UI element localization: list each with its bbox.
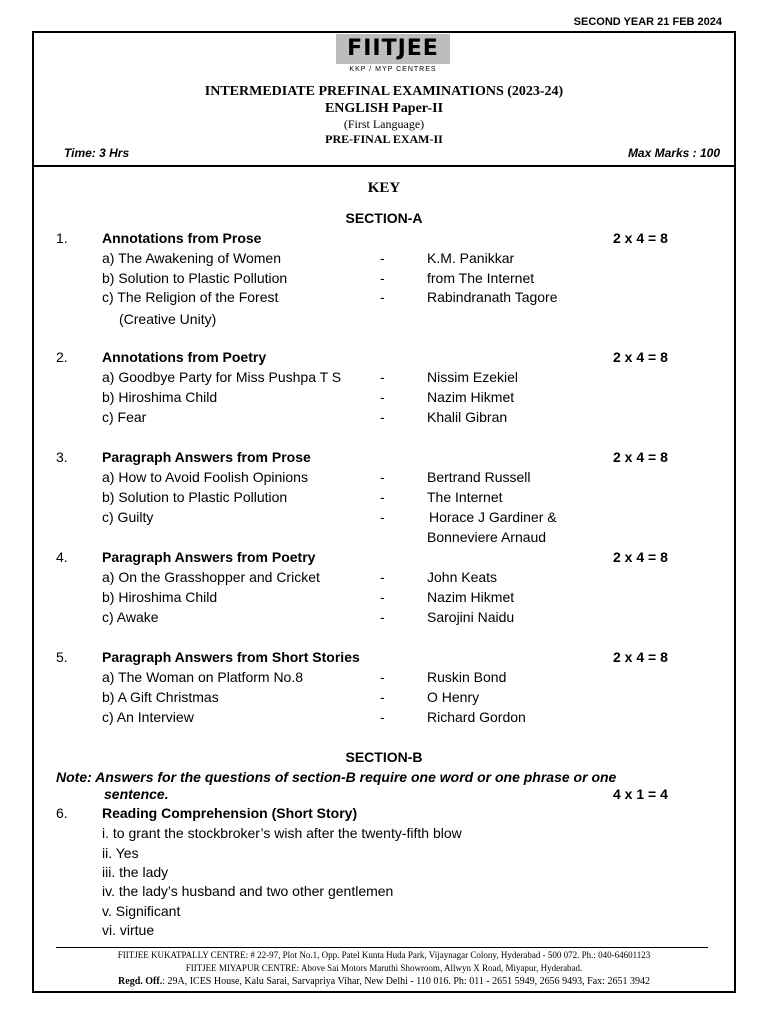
section-a-title: SECTION-A <box>345 210 423 226</box>
question-row <box>0 805 768 825</box>
logo-text: FIITJEE <box>347 36 439 61</box>
item-dash: - <box>380 409 385 425</box>
question-marks: 2 x 4 = 8 <box>613 449 668 465</box>
fiitjee-logo <box>336 34 450 64</box>
item-text: a) On the Grasshopper and Cricket <box>102 569 320 585</box>
question-number: 1. <box>56 230 68 246</box>
item-dash: - <box>380 469 385 485</box>
item-dash: - <box>380 689 385 705</box>
exam-name: PRE-FINAL EXAM-II <box>325 132 443 146</box>
item-text: c) Guilty <box>102 509 154 525</box>
item-author: Ruskin Bond <box>427 669 507 685</box>
question-title: Annotations from Poetry <box>102 349 267 365</box>
item-author: Bertrand Russell <box>427 469 531 485</box>
item-text: a) The Awakening of Women <box>102 250 281 266</box>
question-row <box>0 449 768 469</box>
note-line: sentence. <box>104 786 169 802</box>
answer-line: i. to grant the stockbroker’s wish after the twenty-fifth blow <box>102 825 462 841</box>
question-row <box>0 649 768 669</box>
list-item <box>0 709 768 729</box>
header-divider <box>32 165 736 167</box>
list-item <box>0 250 768 270</box>
time-label: Time: 3 Hrs <box>64 146 130 160</box>
footer-divider <box>56 947 708 948</box>
question-row <box>0 549 768 569</box>
item-author: Richard Gordon <box>427 709 526 725</box>
question-marks: 2 x 4 = 8 <box>613 230 668 246</box>
date-stamp: SECOND YEAR 21 FEB 2024 <box>573 16 722 28</box>
item-dash: - <box>380 589 385 605</box>
item-author: K.M. Panikkar <box>427 250 515 266</box>
question-title: Paragraph Answers from Poetry <box>102 549 316 565</box>
item-text: c) The Religion of the Forest <box>102 289 279 305</box>
question-number: 5. <box>56 649 68 665</box>
item-author: Nissim Ezekiel <box>427 369 519 385</box>
list-item <box>0 369 768 389</box>
list-item <box>0 689 768 709</box>
list-item <box>0 389 768 409</box>
paper-title: ENGLISH Paper-II <box>324 101 444 116</box>
note-marks: 4 x 1 = 4 <box>613 786 668 802</box>
exam-title: INTERMEDIATE PREFINAL EXAMINATIONS (2023-24) <box>204 84 564 99</box>
question-title: Reading Comprehension (Short Story) <box>102 805 358 821</box>
note-line: Note: Answers for the questions of section-B require one word or one phrase or one <box>56 769 617 785</box>
item-dash: - <box>380 270 385 286</box>
item-text: b) Solution to Plastic Pollution <box>102 270 288 286</box>
list-item-continuation <box>0 529 768 549</box>
item-dash: - <box>380 369 385 385</box>
answer-line: iii. the lady <box>102 864 169 880</box>
item-text: b) Hiroshima Child <box>102 389 218 405</box>
question-marks: 2 x 4 = 8 <box>613 349 668 365</box>
footer-miyapur-address: FIITJEE MIYAPUR CENTRE: Above Sai Motors Maruthi Showroom, Allwyn X Road, Miyapur, Hyderabad. <box>185 963 583 973</box>
item-text: c) Fear <box>102 409 147 425</box>
question-title: Annotations from Prose <box>102 230 262 246</box>
section-b-title: SECTION-B <box>345 749 423 765</box>
footer-regd-address: : 29A, ICES House, Kalu Sarai, Sarvapriya Vihar, New Delhi - 110 016. Ph: 011 - 2651 5949, 2656 9493, Fax: 2651 3942 <box>162 976 650 987</box>
footer-kukatpally-address: FIITJEE KUKATPALLY CENTRE: # 22-97, Plot No.1, Opp. Patel Kunta Huda Park, Vijaynagar Colony, Hyderabad - 500 072. Ph.: 040-64601123 <box>117 950 651 960</box>
question-title: Paragraph Answers from Short Stories <box>102 649 360 665</box>
item-dash: - <box>380 509 385 525</box>
language-label: (First Language) <box>343 117 425 131</box>
item-text: b) A Gift Christmas <box>102 689 219 705</box>
item-dash: - <box>380 489 385 505</box>
question-marks: 2 x 4 = 8 <box>613 649 668 665</box>
item-author: O Henry <box>427 689 480 705</box>
item-dash: - <box>380 289 385 305</box>
item-text: c) An Interview <box>102 709 194 725</box>
list-item <box>0 270 768 290</box>
question-marks: 2 x 4 = 8 <box>613 549 668 565</box>
item-text: a) The Woman on Platform No.8 <box>102 669 304 685</box>
item-author: John Keats <box>427 569 498 585</box>
footer-registered-office <box>32 976 736 987</box>
list-item <box>0 569 768 589</box>
key-title: KEY <box>367 180 401 196</box>
question-number: 6. <box>56 805 68 821</box>
list-item <box>0 469 768 489</box>
list-item <box>0 509 768 529</box>
item-text: a) Goodbye Party for Miss Pushpa T S <box>102 369 342 385</box>
list-item <box>0 589 768 609</box>
item-author: Nazim Hikmet <box>427 589 515 605</box>
answer-line: vi. virtue <box>102 922 155 938</box>
item-author: from The Internet <box>427 270 535 286</box>
item-dash: - <box>380 389 385 405</box>
answer-line: iv. the lady’s husband and two other gentlemen <box>102 883 394 899</box>
question-number: 3. <box>56 449 68 465</box>
question-row <box>0 349 768 369</box>
list-item <box>0 289 768 309</box>
list-item <box>0 609 768 629</box>
answer-line: ii. Yes <box>102 845 139 861</box>
max-marks-label: Max Marks : 100 <box>627 146 720 160</box>
answer-line: v. Significant <box>102 903 181 919</box>
item-subtitle: (Creative Unity) <box>119 311 217 327</box>
question-number: 4. <box>56 549 68 565</box>
item-author: Nazim Hikmet <box>427 389 515 405</box>
list-item-continuation <box>0 311 768 331</box>
footer-regd-label: Regd. Off. <box>118 976 163 987</box>
item-text: b) Hiroshima Child <box>102 589 218 605</box>
item-dash: - <box>380 709 385 725</box>
list-item <box>0 409 768 429</box>
question-number: 2. <box>56 349 68 365</box>
list-item <box>0 669 768 689</box>
item-author: Rabindranath Tagore <box>427 289 558 305</box>
item-author-continued: Bonneviere Arnaud <box>427 529 547 545</box>
logo-subtitle: KKP / MYP CENTRES <box>349 66 437 73</box>
question-row <box>0 230 768 250</box>
item-dash: - <box>380 609 385 625</box>
question-title: Paragraph Answers from Prose <box>102 449 311 465</box>
item-dash: - <box>380 250 385 266</box>
item-author: Sarojini Naidu <box>427 609 515 625</box>
item-text: a) How to Avoid Foolish Opinions <box>102 469 308 485</box>
item-author: Horace J Gardiner & <box>429 509 557 525</box>
item-dash: - <box>380 669 385 685</box>
list-item <box>0 489 768 509</box>
item-dash: - <box>380 569 385 585</box>
item-author: Khalil Gibran <box>427 409 508 425</box>
item-text: b) Solution to Plastic Pollution <box>102 489 288 505</box>
item-author: The Internet <box>427 489 503 505</box>
item-text: c) Awake <box>102 609 159 625</box>
